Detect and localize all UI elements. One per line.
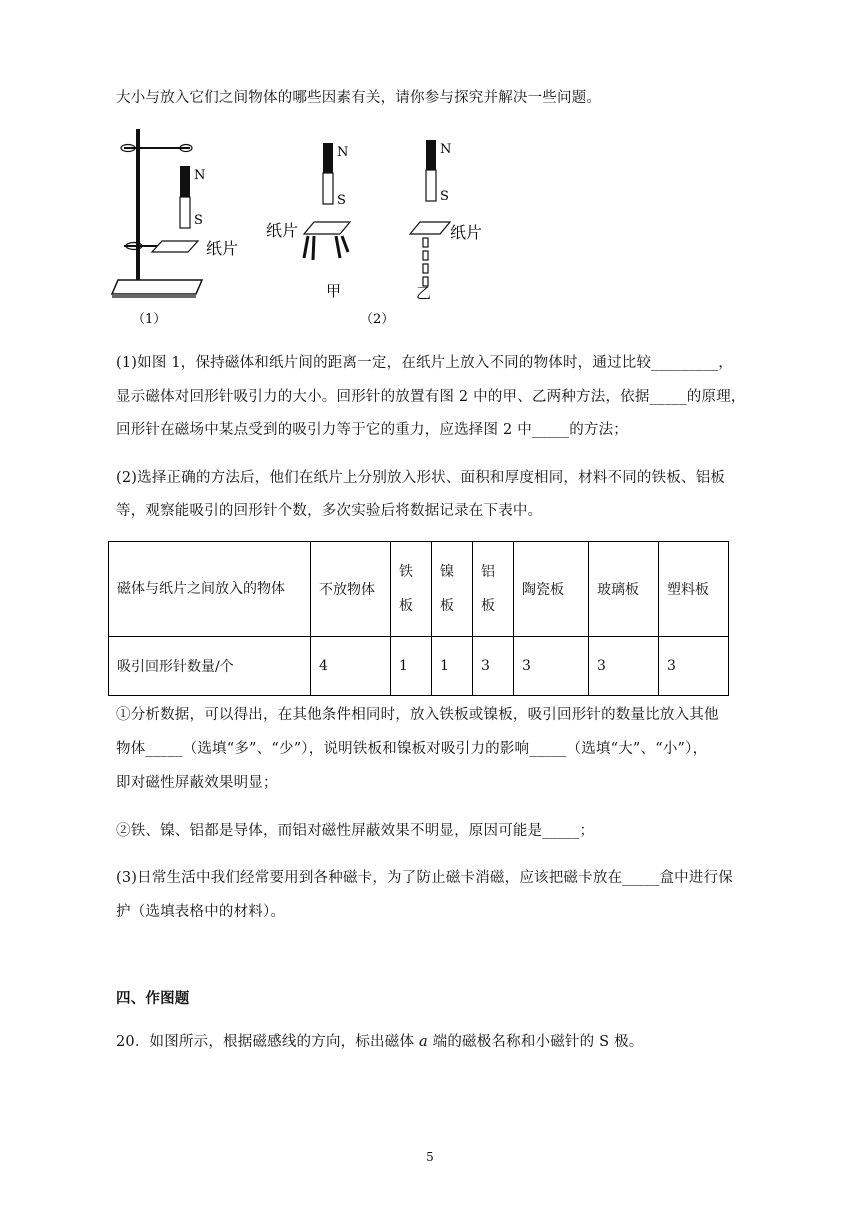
- fig2-yi-pole-n: N: [440, 142, 452, 157]
- table-cell: 3: [514, 637, 589, 696]
- data-table: [108, 541, 729, 696]
- magnet-1-n: [180, 166, 190, 197]
- fig2-jia-paper-label: 纸片: [266, 221, 299, 240]
- fig2-yi-label: 乙: [416, 284, 432, 302]
- fig2-jia-pole-s: S: [337, 193, 346, 208]
- figure-2-yi: [410, 140, 450, 286]
- table-cell: 4: [311, 637, 391, 696]
- page-number: 5: [426, 1150, 434, 1164]
- table-cell: 陶瓷板: [514, 542, 589, 637]
- q20-variable: a: [418, 1034, 428, 1050]
- q2-sub1-line-2: 物体_____（选填“多”、“少”），说明铁板和镍板对吸引力的影响_____（选填“大”、“小”），: [116, 741, 708, 757]
- table-header-row: [109, 542, 729, 637]
- table-cell: 3: [659, 637, 729, 696]
- q2-line-1: (2)选择正确的方法后，他们在纸片上分别放入形状、面积和厚度相同，材料不同的铁板、铝板: [116, 470, 726, 486]
- table-row-label: 吸引回形针数量/个: [109, 637, 311, 696]
- fig2-yi-pole-s: S: [440, 189, 449, 204]
- figure-1-stand: [112, 129, 202, 298]
- table-cell: 塑料板: [659, 542, 729, 637]
- table-cell: 1: [432, 637, 473, 696]
- q20-text-after: 端的磁极名称和小磁针的 S 极。: [427, 1034, 644, 1050]
- fig2-yi-paper-label: 纸片: [450, 223, 483, 242]
- fig1-pole-s: S: [194, 213, 203, 228]
- magnet-1-s: [180, 197, 190, 228]
- fig1-paper-label: 纸片: [206, 239, 239, 258]
- q20-text-before: 20．如图所示，根据磁感线的方向，标出磁体: [116, 1034, 419, 1050]
- table-cell: 3: [473, 637, 514, 696]
- q2-sub2-line: ②铁、镍、铝都是导体，而铝对磁性屏蔽效果不明显，原因可能是_____；: [116, 823, 595, 839]
- table-cell: 1: [391, 637, 432, 696]
- table-cell: 不放物体: [311, 542, 391, 637]
- fig1-pole-n: N: [194, 168, 206, 183]
- table-cell: 铁板: [391, 542, 432, 637]
- fig2-jia-pole-n: N: [337, 145, 349, 160]
- q20-line: [116, 1030, 644, 1051]
- q1-line-3: 回形针在磁场中某点受到的吸引力等于它的重力，应选择图 2 中_____的方法；: [116, 422, 628, 438]
- table-cell: 磁体与纸片之间放入的物体: [109, 542, 311, 637]
- section-heading: 四、作图题: [116, 991, 190, 1007]
- q1-line-2: 显示磁体对回形针吸引力的大小。回形针的放置有图 2 中的甲、乙两种方法，依据_____的原理，: [116, 389, 746, 405]
- q2-sub1-line-1: ①分析数据，可以得出，在其他条件相同时，放入铁板或镍板，吸引回形针的数量比放入其他: [116, 707, 719, 723]
- intro-text: 大小与放入它们之间物体的哪些因素有关，请你参与探究并解决一些问题。: [116, 90, 602, 106]
- fig2-caption: （2）: [360, 312, 395, 327]
- q2-line-2: 等，观察能吸引的回形针个数，多次实验后将数据记录在下表中。: [116, 503, 543, 519]
- table-cell: 玻璃板: [589, 542, 659, 637]
- table-row: [109, 637, 729, 696]
- table-cell: 3: [589, 637, 659, 696]
- q2-sub1-line-3: 即对磁性屏蔽效果明显；: [116, 775, 278, 791]
- fig1-caption: （1）: [132, 312, 167, 327]
- table-cell: 镍板: [432, 542, 473, 637]
- q3-line-2: 护（选填表格中的材料）。: [116, 904, 286, 920]
- q3-line-1: (3)日常生活中我们经常要用到各种磁卡，为了防止磁卡消磁，应该把磁卡放在_____盒中进行保: [116, 870, 733, 886]
- fig2-jia-label: 甲: [326, 282, 342, 300]
- experiment-figure: [110, 128, 490, 328]
- q1-line-1: (1)如图 1，保持磁体和纸片间的距离一定，在纸片上放入不同的物体时，通过比较_________，: [116, 355, 733, 371]
- table-cell: 铝板: [473, 542, 514, 637]
